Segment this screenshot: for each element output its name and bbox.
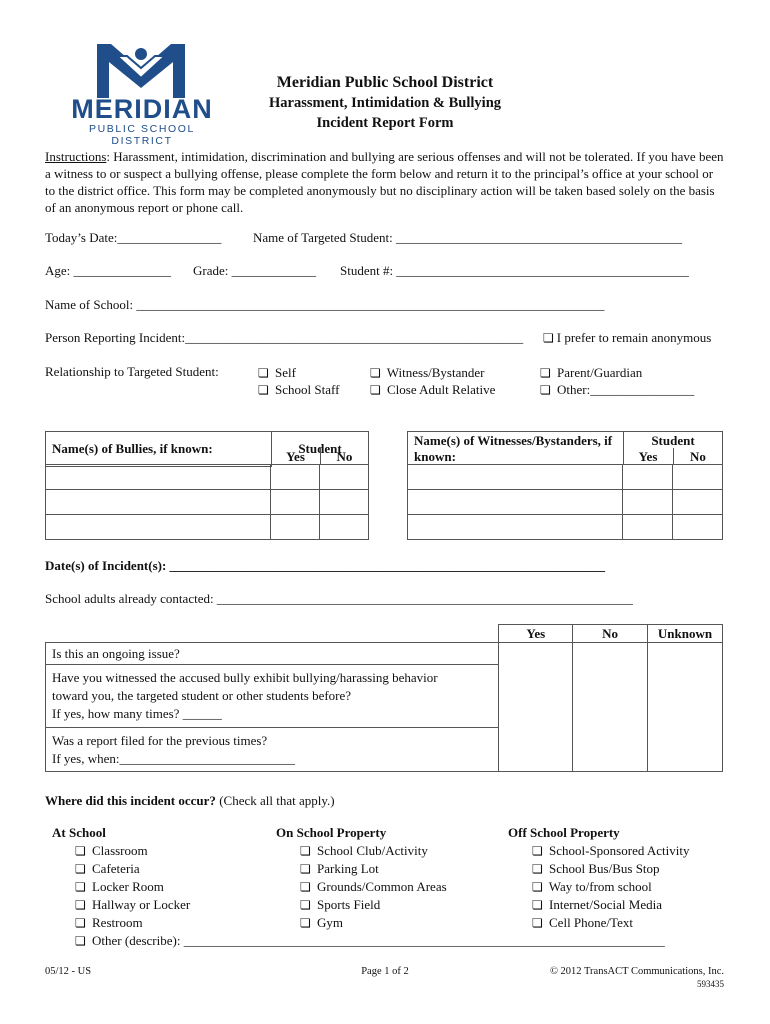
anonymous-checkbox[interactable]	[543, 330, 711, 346]
location-bus-stop[interactable]	[532, 860, 660, 878]
checkbox-icon: ❏	[75, 916, 86, 930]
district-logo	[55, 40, 227, 147]
checkbox-icon: ❏	[543, 331, 554, 345]
checkbox-icon: ❏	[370, 366, 381, 380]
option-label: Internet/Social Media	[549, 897, 663, 912]
questions-table	[45, 624, 723, 772]
witness-yes-header: Yes	[638, 449, 658, 464]
checkbox-icon: ❏	[532, 844, 543, 858]
location-way-to-school[interactable]	[532, 878, 652, 896]
no-header: No	[573, 625, 648, 643]
student-number-field[interactable]: Student #: _____________________________________________	[340, 263, 689, 278]
option-label: Self	[275, 365, 296, 380]
option-label: Parent/Guardian	[557, 365, 643, 380]
option-label: Sports Field	[317, 897, 381, 912]
bullies-rows	[45, 464, 369, 540]
unknown-answer-cell[interactable]	[648, 643, 723, 772]
witness-rows	[407, 464, 723, 540]
location-school-club[interactable]	[300, 842, 428, 860]
anonymous-label: I prefer to remain anonymous	[556, 330, 712, 345]
table-row[interactable]	[408, 465, 723, 490]
location-gym[interactable]	[300, 914, 343, 932]
instructions-paragraph	[45, 148, 725, 216]
table-row[interactable]	[46, 515, 369, 540]
option-label: Locker Room	[92, 879, 164, 894]
option-label: Parking Lot	[317, 861, 379, 876]
checkbox-icon: ❏	[258, 383, 269, 397]
checkbox-icon: ❏	[540, 383, 551, 397]
option-label: Cell Phone/Text	[549, 915, 633, 930]
person-reporting-field[interactable]: Person Reporting Incident:____________________________________________________	[45, 330, 524, 345]
location-question	[45, 793, 335, 809]
location-cafeteria[interactable]	[75, 860, 140, 878]
incident-dates-field[interactable]: Date(s) of Incident(s): ___________________________________________________________________	[45, 558, 606, 573]
checkbox-icon: ❏	[532, 916, 543, 930]
option-label: Restroom	[92, 915, 143, 930]
checkbox-icon: ❏	[75, 934, 86, 948]
checkbox-icon: ❏	[75, 862, 86, 876]
option-label: School Club/Activity	[317, 843, 428, 858]
checkbox-icon: ❏	[540, 366, 551, 380]
question-line: toward you, the targeted student or other students before?	[52, 688, 352, 703]
question-ongoing: Is this an ongoing issue?	[46, 643, 499, 665]
checkbox-icon: ❏	[75, 844, 86, 858]
question-witnessed	[46, 665, 499, 728]
question-line: Was a report filed for the previous times?	[52, 732, 268, 748]
question-previous	[46, 728, 499, 772]
question-line: Have you witnessed the accused bully exhibit bullying/harassing behavior	[52, 670, 438, 685]
location-parking-lot[interactable]	[300, 860, 379, 878]
targeted-student-field[interactable]: Name of Targeted Student: ____________________________________________	[253, 230, 683, 245]
option-label: Grounds/Common Areas	[317, 879, 447, 894]
table-row[interactable]	[408, 515, 723, 540]
location-question-label: Where did this incident occur?	[45, 793, 216, 808]
question-line: If yes, how many times? ______	[52, 706, 222, 721]
instructions-label: Instructions	[45, 149, 107, 164]
question-row-ongoing	[46, 643, 723, 665]
relationship-close-adult[interactable]	[370, 381, 495, 399]
location-restroom[interactable]	[75, 914, 143, 932]
relationship-other[interactable]	[540, 381, 694, 399]
unknown-header: Unknown	[648, 625, 723, 643]
option-label: Gym	[317, 915, 344, 930]
divider	[271, 431, 272, 465]
option-label: Cafeteria	[92, 861, 140, 876]
checkbox-icon: ❏	[532, 898, 543, 912]
logo-wordmark: MERIDIAN	[71, 94, 213, 124]
divider	[320, 448, 321, 465]
relationship-school-staff[interactable]	[258, 381, 339, 399]
footer-copyright: © 2012 TransACT Communications, Inc.	[549, 966, 724, 977]
footer-code: 593435	[697, 979, 724, 989]
grade-field[interactable]: Grade: _____________	[193, 263, 317, 278]
bullies-no-header: No	[336, 449, 353, 464]
location-internet[interactable]	[532, 896, 662, 914]
instructions-text: : Harassment, intimidation, discrimination and bullying are serious offenses and will not be tolerated. If you have been a witness to or suspect a bullying offense, please complete the form below and return it to the principal’s office at your school or to the district office. This form may be completed anonymously but no disciplinary action will be taken based solely on the basis of an anonymous report or phone call.	[45, 149, 724, 215]
bullies-yes-header: Yes	[286, 449, 305, 464]
location-classroom[interactable]	[75, 842, 148, 860]
location-cell-phone[interactable]	[532, 914, 633, 932]
bullies-header: Name(s) of Bullies, if known:	[46, 432, 272, 467]
table-row[interactable]	[408, 490, 723, 515]
option-label: School Bus/Bus Stop	[549, 861, 660, 876]
checkbox-icon: ❏	[300, 916, 311, 930]
checkbox-icon: ❏	[532, 880, 543, 894]
witness-header: Name(s) of Witnesses/Bystanders, if known:	[414, 433, 613, 464]
todays-date-field[interactable]: Today’s Date:________________	[45, 230, 222, 245]
on-property-title: On School Property	[276, 825, 387, 840]
yes-answer-cell[interactable]	[499, 643, 573, 772]
relationship-parent[interactable]	[540, 364, 642, 382]
location-sports-field[interactable]	[300, 896, 380, 914]
logo-subtitle: PUBLIC SCHOOL DISTRICT	[89, 123, 195, 147]
checkbox-icon: ❏	[75, 898, 86, 912]
yes-header: Yes	[499, 625, 573, 643]
option-label: School-Sponsored Activity	[549, 843, 690, 858]
relationship-witness[interactable]	[370, 364, 484, 382]
no-answer-cell[interactable]	[573, 643, 648, 772]
off-property-title: Off School Property	[508, 825, 620, 840]
checkbox-icon: ❏	[300, 898, 311, 912]
option-label: Close Adult Relative	[387, 382, 496, 397]
witness-student-header: Student	[651, 433, 695, 448]
checkbox-icon: ❏	[300, 844, 311, 858]
footer-revision: 05/12 - US	[45, 966, 92, 977]
age-field[interactable]: Age: _______________	[45, 263, 172, 278]
location-locker-room[interactable]	[75, 878, 164, 896]
table-row[interactable]	[46, 490, 369, 515]
option-label: Classroom	[92, 843, 148, 858]
form-title: Incident Report Form	[316, 115, 454, 131]
option-label: School Staff	[275, 382, 340, 397]
checkbox-icon: ❏	[370, 383, 381, 397]
location-other[interactable]	[75, 932, 665, 950]
meridian-m-logo-icon	[55, 40, 227, 100]
checkbox-icon: ❏	[532, 862, 543, 876]
checkbox-icon: ❏	[300, 862, 311, 876]
student-header: Student	[272, 432, 369, 466]
option-label: Way to/from school	[548, 879, 652, 894]
form-subtitle: Harassment, Intimidation & Bullying	[268, 95, 502, 111]
relationship-label: Relationship to Targeted Student:	[45, 364, 219, 379]
location-grounds[interactable]	[300, 878, 447, 896]
option-label: Hallway or Locker	[92, 897, 191, 912]
checkbox-icon: ❏	[300, 880, 311, 894]
relationship-self[interactable]	[258, 364, 296, 382]
option-label: Witness/Bystander	[386, 365, 485, 380]
at-school-title: At School	[52, 825, 106, 840]
question-line: If yes, when:___________________________	[52, 750, 296, 766]
school-name-field[interactable]: Name of School: ________________________________________________________________________	[45, 297, 605, 312]
divider	[673, 448, 674, 465]
option-label: Other:________________	[557, 382, 695, 397]
option-label: Other (describe): __________________________________________________________________________	[92, 933, 665, 948]
location-sponsored-activity[interactable]	[532, 842, 689, 860]
district-title: Meridian Public School District	[276, 74, 494, 91]
adults-contacted-field[interactable]: School adults already contacted: ________________________________________________________________	[45, 591, 633, 606]
table-row[interactable]	[46, 465, 369, 490]
footer-page-number: Page 1 of 2	[361, 966, 409, 977]
location-hint: (Check all that apply.)	[215, 793, 335, 808]
checkbox-icon: ❏	[258, 366, 269, 380]
checkbox-icon: ❏	[75, 880, 86, 894]
witness-no-header: No	[690, 449, 706, 464]
location-hallway[interactable]	[75, 896, 190, 914]
